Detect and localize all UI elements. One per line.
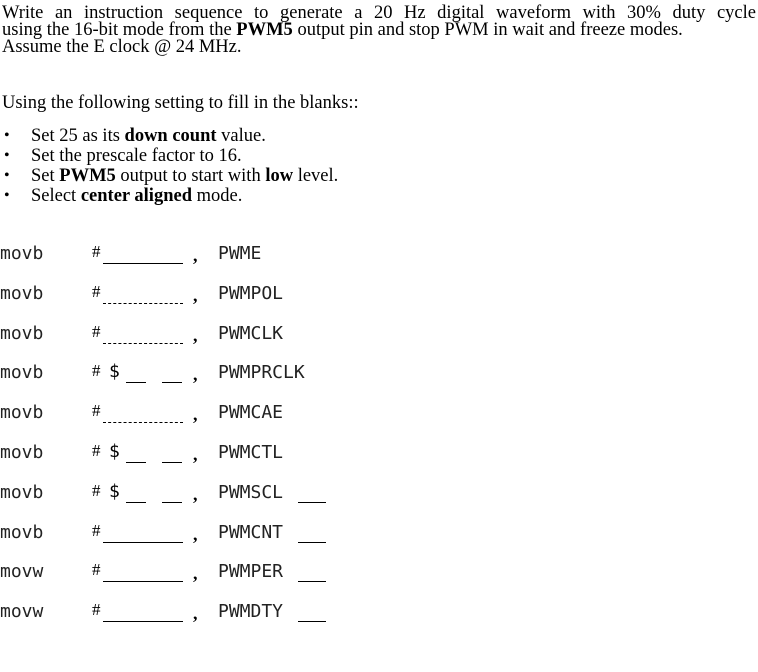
answer-blank[interactable] — [103, 343, 183, 344]
answer-blank[interactable] — [103, 303, 183, 304]
code-row — [0, 243, 400, 267]
settings-item-bold: center aligned — [80, 186, 192, 206]
operand-separator: , — [193, 285, 198, 305]
operand-separator: , — [193, 563, 198, 583]
settings-item-text: value. — [216, 126, 266, 146]
mnemonic: movw — [0, 561, 44, 582]
setting-intro: Using the following setting to fill in the blanks:: — [2, 93, 359, 113]
operand-separator: , — [193, 404, 198, 424]
mnemonic: movb — [0, 283, 44, 304]
register-name: PWME — [218, 243, 262, 264]
answer-blank[interactable] — [298, 542, 326, 543]
bullet-icon: • — [4, 167, 10, 184]
answer-blank[interactable] — [103, 542, 183, 543]
problem-line-2-start: using the 16-bit mode from the — [2, 20, 237, 40]
register-name: PWMCTL — [218, 442, 284, 463]
operand-separator: , — [193, 245, 198, 265]
settings-item-text: output to start with — [115, 166, 266, 186]
code-row — [0, 323, 400, 347]
immediate-prefix: # — [92, 441, 101, 460]
immediate-prefix: # — [92, 242, 101, 261]
immediate-prefix: # — [92, 361, 101, 380]
code-row — [0, 561, 400, 585]
settings-list — [4, 126, 338, 206]
code-row — [0, 362, 400, 386]
mnemonic: movb — [0, 243, 44, 264]
register-name: PWMCAE — [218, 402, 284, 423]
hex-prefix: $ — [109, 441, 120, 462]
answer-blank[interactable] — [298, 581, 326, 582]
code-row — [0, 522, 400, 546]
settings-item — [4, 186, 338, 206]
settings-item-text: Set the prescale factor to 16. — [31, 146, 242, 166]
register-name: PWMDTY — [218, 601, 284, 622]
settings-item — [4, 146, 338, 166]
register-name: PWMPOL — [218, 283, 284, 304]
mnemonic: movb — [0, 482, 44, 503]
settings-item-bold: low — [265, 166, 294, 186]
answer-blank[interactable] — [103, 263, 183, 264]
register-name: PWMPER — [218, 561, 284, 582]
immediate-prefix: # — [92, 600, 101, 619]
mnemonic: movb — [0, 402, 44, 423]
immediate-prefix: # — [92, 521, 101, 540]
operand-separator: , — [193, 484, 198, 504]
hex-prefix: $ — [109, 361, 120, 382]
answer-blank[interactable] — [298, 621, 326, 622]
immediate-prefix: # — [92, 401, 101, 420]
immediate-prefix: # — [92, 282, 101, 301]
settings-item-text: Set 25 as its — [31, 126, 125, 146]
hex-prefix: $ — [109, 481, 120, 502]
mnemonic: movb — [0, 323, 44, 344]
operand-separator: , — [193, 364, 198, 384]
answer-blank[interactable] — [162, 382, 182, 383]
answer-blank[interactable] — [126, 502, 146, 503]
mnemonic: movb — [0, 522, 44, 543]
code-row — [0, 601, 400, 625]
answer-blank[interactable] — [103, 422, 183, 423]
settings-item — [4, 166, 338, 186]
code-row — [0, 402, 400, 426]
problem-line-3: Assume the E clock @ 24 MHz. — [2, 37, 242, 57]
operand-separator: , — [193, 524, 198, 544]
register-name: PWMPRCLK — [218, 362, 305, 383]
bullet-icon: • — [4, 147, 10, 164]
answer-blank[interactable] — [298, 502, 326, 503]
operand-separator: , — [193, 325, 198, 345]
settings-item-text: Select — [31, 186, 81, 206]
problem-pin-name: PWM5 — [236, 20, 293, 40]
bullet-icon: • — [4, 127, 10, 144]
code-row — [0, 283, 400, 307]
problem-line-1: Write an instruction sequence to generate a 20 Hz digital waveform with 30% duty cycle — [2, 3, 756, 23]
mnemonic: movw — [0, 601, 44, 622]
settings-item — [4, 126, 338, 146]
answer-blank[interactable] — [103, 581, 183, 582]
mnemonic: movb — [0, 442, 44, 463]
code-row — [0, 482, 400, 506]
code-row — [0, 442, 400, 466]
answer-blank[interactable] — [162, 502, 182, 503]
problem-statement — [2, 5, 756, 56]
answer-blank[interactable] — [126, 382, 146, 383]
settings-item-bold: down count — [124, 126, 217, 146]
register-name: PWMSCL — [218, 482, 284, 503]
immediate-prefix: # — [92, 481, 101, 500]
immediate-prefix: # — [92, 560, 101, 579]
register-name: PWMCNT — [218, 522, 284, 543]
operand-separator: , — [193, 444, 198, 464]
register-name: PWMCLK — [218, 323, 284, 344]
settings-item-text: Set — [31, 166, 60, 186]
problem-line-2-end: output pin and stop PWM in wait and freeze modes. — [292, 20, 683, 40]
bullet-icon: • — [4, 187, 10, 204]
immediate-prefix: # — [92, 322, 101, 341]
answer-blank[interactable] — [126, 462, 146, 463]
settings-item-bold: PWM5 — [59, 166, 116, 186]
operand-separator: , — [193, 603, 198, 623]
answer-blank[interactable] — [103, 621, 183, 622]
settings-item-text: mode. — [191, 186, 243, 206]
mnemonic: movb — [0, 362, 44, 383]
settings-item-text: level. — [293, 166, 339, 186]
answer-blank[interactable] — [162, 462, 182, 463]
